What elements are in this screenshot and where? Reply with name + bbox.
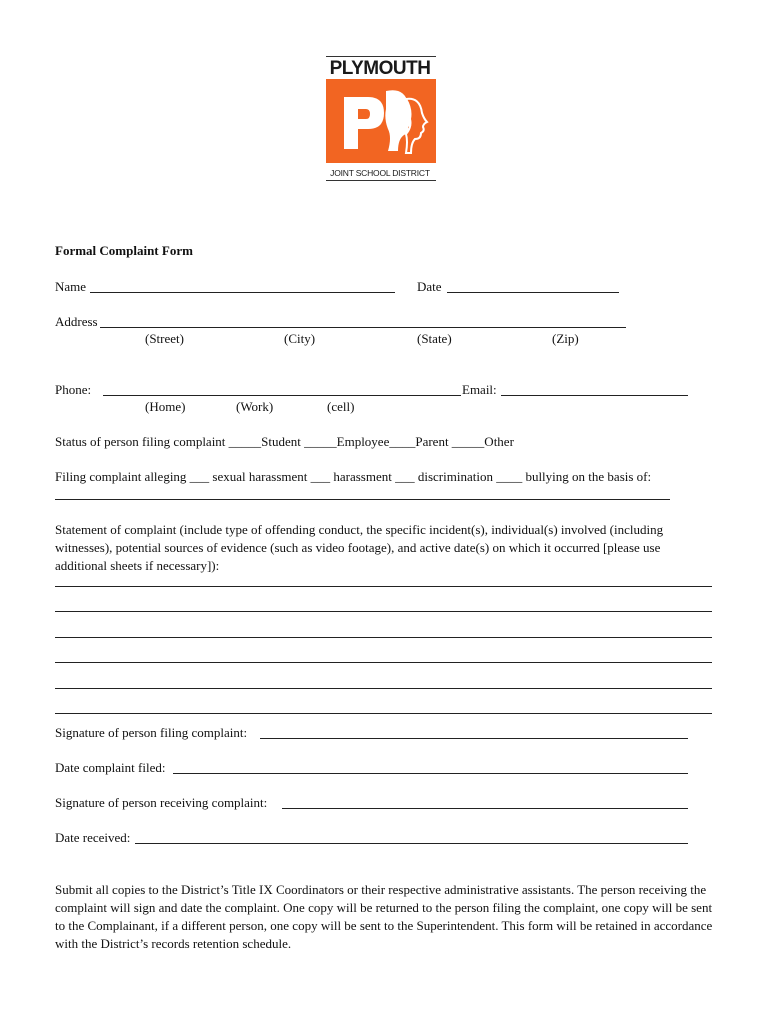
- phone-home-label: (Home): [145, 399, 186, 414]
- address-city-label: (City): [284, 331, 316, 346]
- date-received-field[interactable]: [135, 843, 688, 844]
- phone-work-label: (Work): [236, 399, 274, 414]
- address-label: Address: [55, 314, 98, 329]
- submission-instructions: Submit all copies to the District’s Title IX Coordinators or their respective administrative assistants. The person receiving the complaint will sign and date the complaint. One copy will be returned to the person filing the complaint, one copy will be sent to the Complainant, if a different person, one copy will be sent to the Superintendent. This form will be retained in accordance with the District’s records retention schedule.: [55, 882, 713, 951]
- address-zip-label: (Zip): [552, 331, 579, 346]
- phone-label: Phone:: [55, 382, 92, 397]
- date-filed-field[interactable]: [173, 773, 688, 774]
- email-label: Email:: [462, 382, 497, 397]
- statement-line[interactable]: [55, 611, 712, 612]
- statement-line[interactable]: [55, 688, 712, 689]
- phone-cell-label: (cell): [327, 399, 355, 414]
- date-label: Date: [417, 279, 442, 294]
- statement-line[interactable]: [55, 662, 712, 663]
- phone-field[interactable]: [103, 395, 461, 396]
- date-received-label: Date received:: [55, 830, 131, 845]
- email-field[interactable]: [501, 395, 688, 396]
- statement-line[interactable]: [55, 713, 712, 714]
- logo-bottom-rule: [326, 180, 436, 181]
- statement-instructions: Statement of complaint (include type of offending conduct, the specific incident(s), individual(s) involved (including witnesses), potential sources of evidence (such as video footage), and active date(s) on which it occurred [please use additional sheets if necessary]):: [55, 522, 664, 573]
- basis-field[interactable]: [55, 499, 670, 500]
- date-field[interactable]: [447, 292, 619, 293]
- address-state-label: (State): [417, 331, 452, 346]
- status-line[interactable]: Status of person filing complaint _____Student _____Employee____Parent _____Other: [55, 434, 514, 449]
- address-field[interactable]: [100, 327, 626, 328]
- logo-subtitle: JOINT SCHOOL DISTRICT: [330, 168, 430, 178]
- signature-receiving-label: Signature of person receiving complaint:: [55, 795, 268, 810]
- district-logo: [326, 79, 436, 163]
- name-label: Name: [55, 279, 87, 294]
- name-field[interactable]: [90, 292, 395, 293]
- logo-top-rule: [326, 56, 436, 57]
- signature-filing-field[interactable]: [260, 738, 688, 739]
- signature-receiving-field[interactable]: [282, 808, 688, 809]
- signature-filing-label: Signature of person filing complaint:: [55, 725, 248, 740]
- logo-wordmark: PLYMOUTH: [329, 58, 431, 79]
- form-title: Formal Complaint Form: [55, 243, 193, 258]
- address-street-label: (Street): [145, 331, 184, 346]
- alleging-line[interactable]: Filing complaint alleging ___ sexual harassment ___ harassment ___ discrimination ____ bullying on the basis of:: [55, 469, 652, 484]
- statement-line[interactable]: [55, 586, 712, 587]
- statement-line[interactable]: [55, 637, 712, 638]
- date-filed-label: Date complaint filed:: [55, 760, 166, 775]
